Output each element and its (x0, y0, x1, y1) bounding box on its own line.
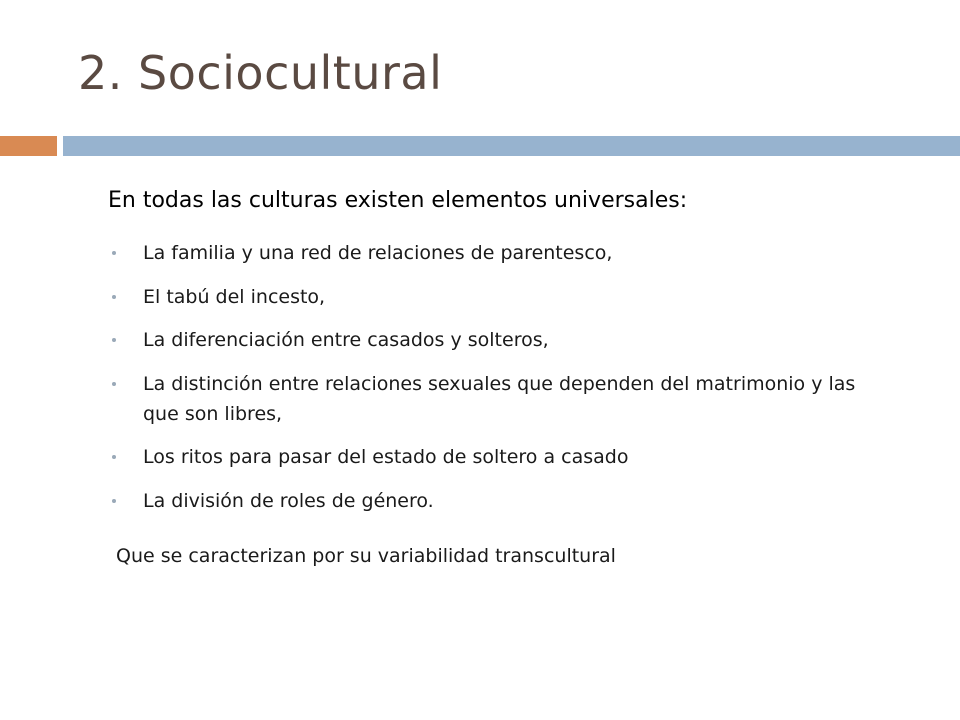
list-item (112, 369, 872, 429)
list-item (112, 442, 872, 472)
title-underline-bar (63, 136, 960, 156)
bullet-list (112, 238, 872, 529)
list-item (112, 325, 872, 355)
list-item (112, 238, 872, 268)
slide-title: 2. Sociocultural (78, 46, 443, 100)
bullet-dot-icon (112, 382, 116, 386)
intro-text: En todas las culturas existen elementos universales: (108, 188, 688, 213)
bullet-dot-icon (112, 295, 116, 299)
bullet-dot-icon (112, 338, 116, 342)
list-item-text: La distinción entre relaciones sexuales que dependen del matrimonio y las que son libres, (143, 372, 856, 425)
list-item-text: La división de roles de género. (143, 489, 434, 512)
list-item-text: La diferenciación entre casados y solteros, (143, 329, 549, 351)
closing-text: Que se caracterizan por su variabilidad transcultural (116, 545, 616, 567)
bullet-dot-icon (112, 499, 116, 503)
list-item (112, 282, 872, 312)
list-item-text: El tabú del incesto, (143, 285, 326, 308)
list-item-text: La familia y una red de relaciones de parentesco, (143, 242, 613, 264)
bullet-dot-icon (112, 251, 116, 255)
bullet-dot-icon (112, 455, 116, 459)
list-item-text: Los ritos para pasar del estado de soltero a casado (143, 446, 629, 468)
title-accent-bar (0, 136, 57, 156)
list-item (112, 486, 872, 516)
